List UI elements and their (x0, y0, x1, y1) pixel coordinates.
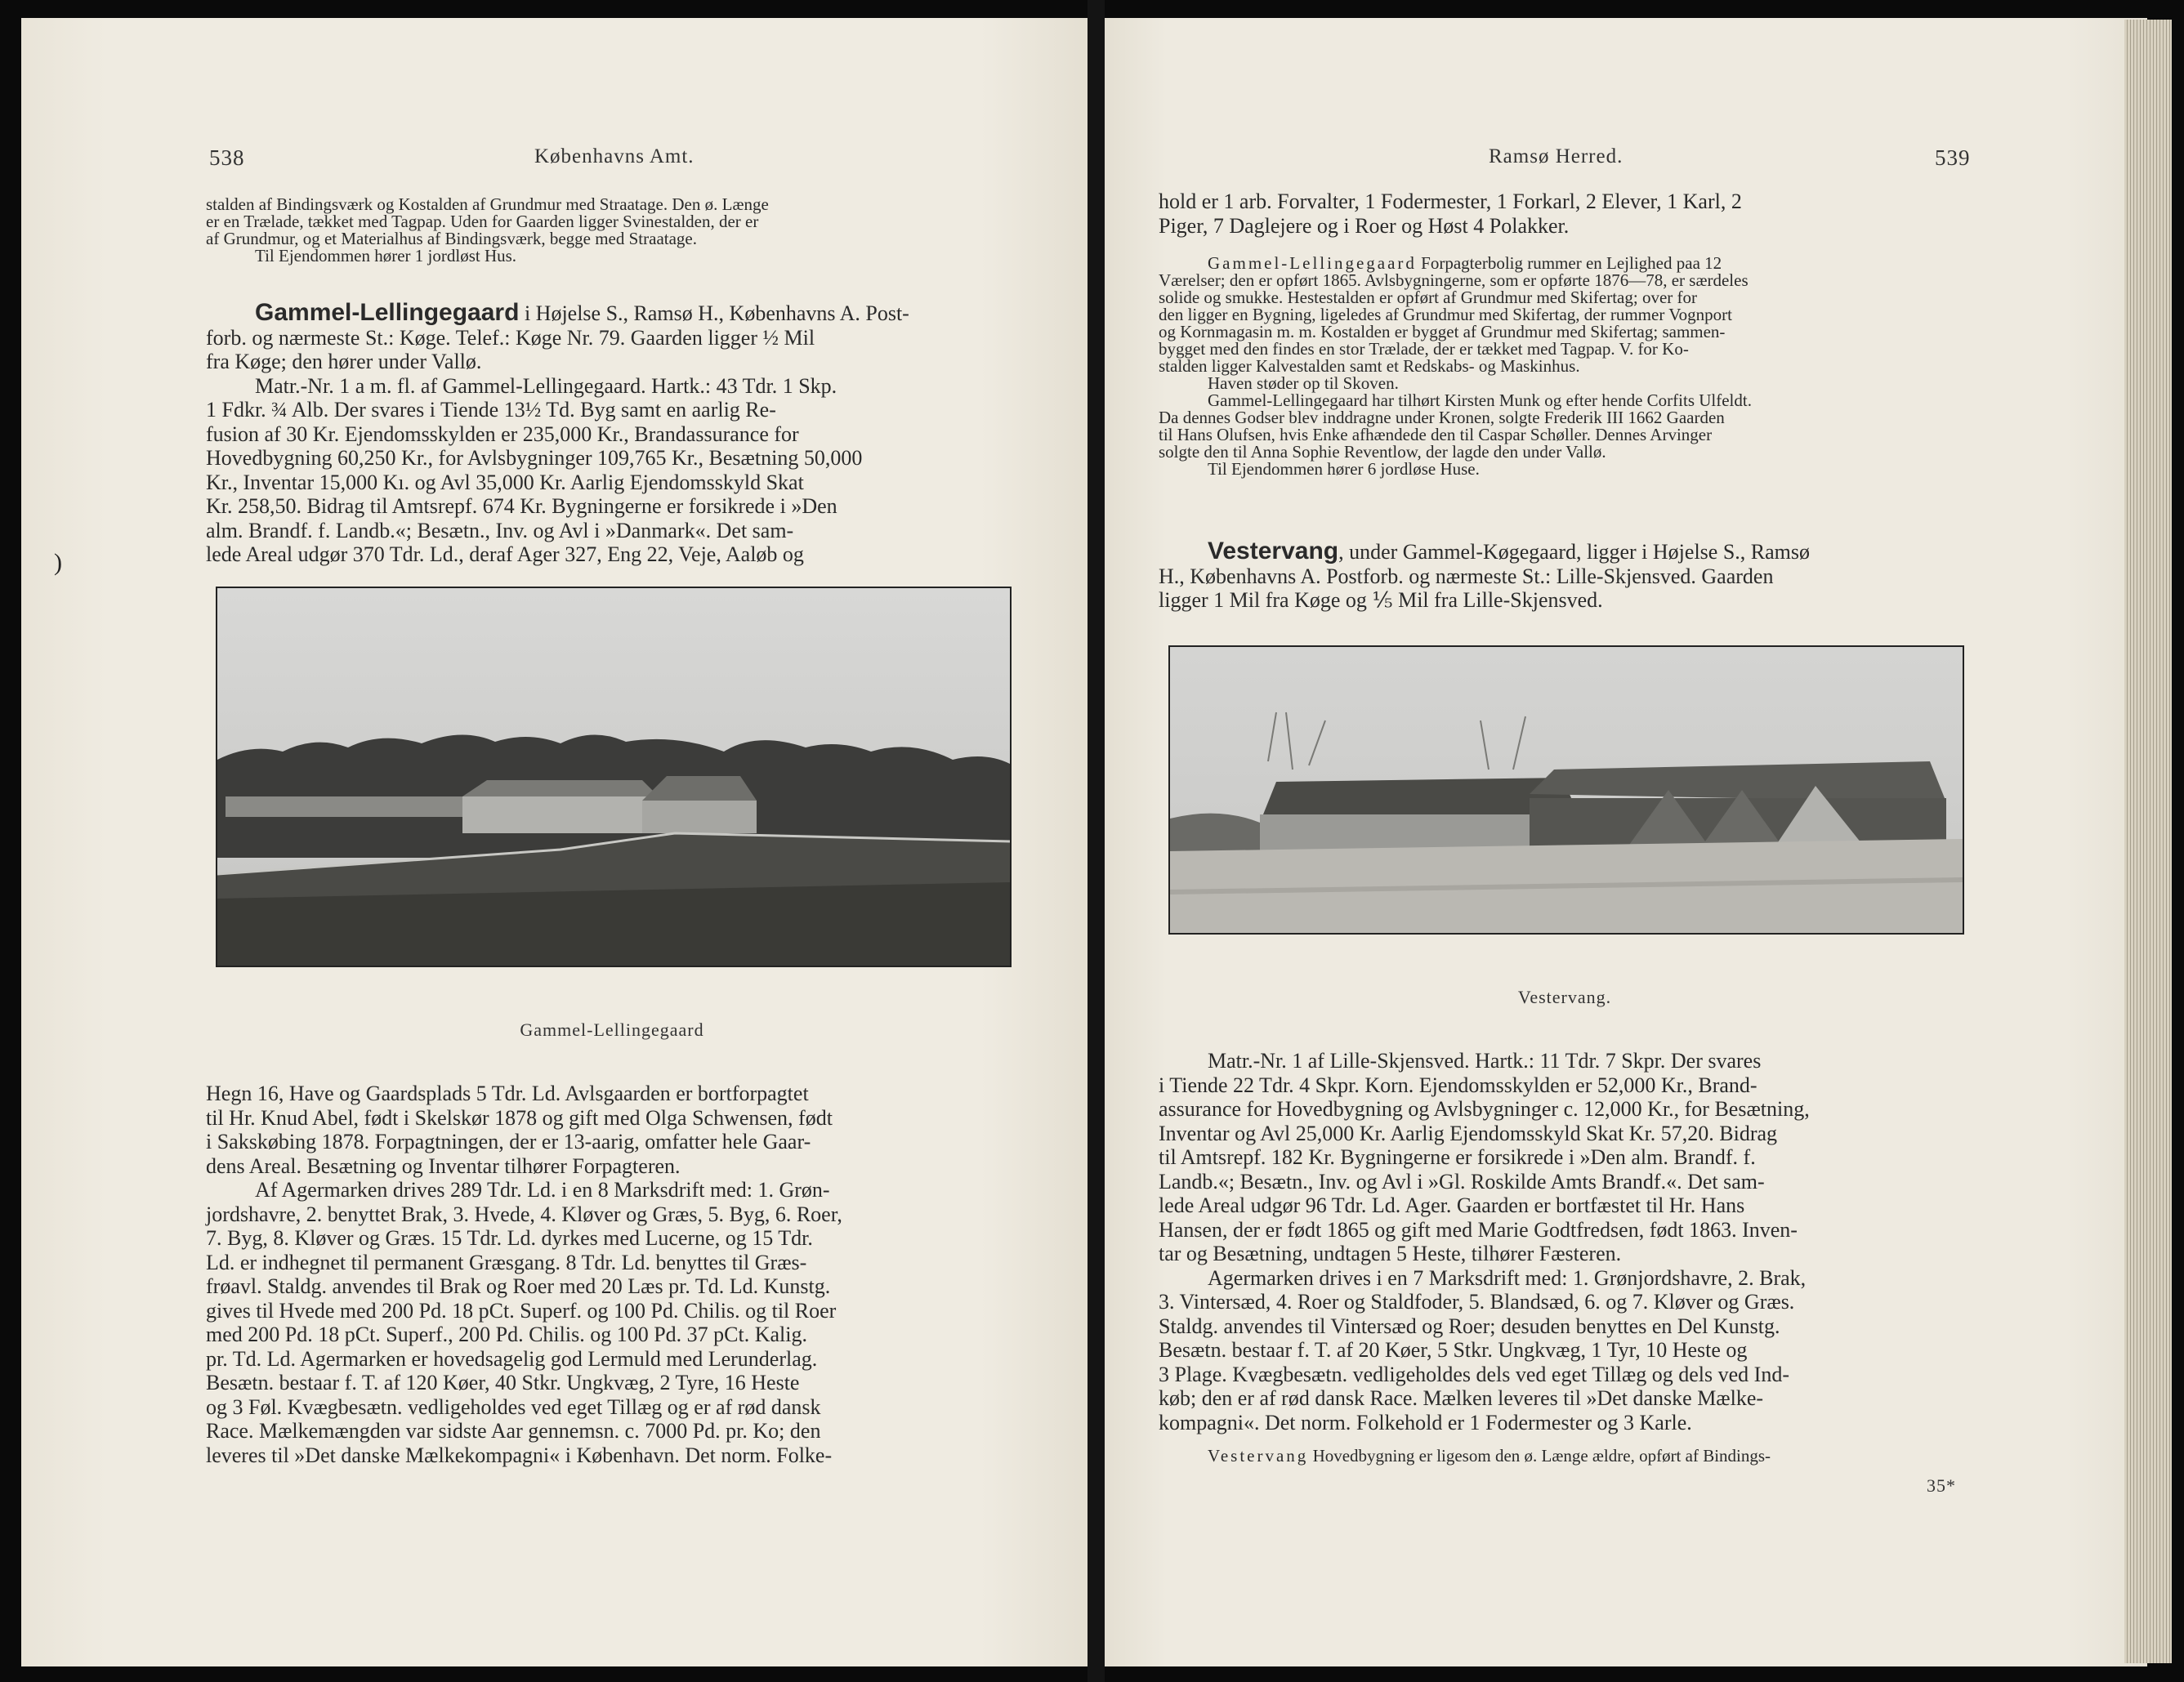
text-line: Til Ejendommen hører 1 jordløst Hus. (255, 246, 517, 265)
text-line: Matr.-Nr. 1 a m. fl. af Gammel-Lellingegaard. Hartk.: 43 Tdr. 1 Skp. (255, 373, 837, 398)
left-page-number: 538 (209, 145, 245, 170)
text-line: tar og Besætning, undtagen 5 Heste, tilhører Fæsteren. (1159, 1242, 1622, 1265)
text-line: Værelser; den er opført 1865. Avlsbygningerne, som er opførte 1876—78, er særdeles (1159, 270, 1749, 290)
text-line: 3 Plage. Kvægbesætn. vedligeholdes dels ved eget Tillæg og dels ved Ind- (1159, 1362, 1789, 1386)
text-line: jordshavre, 2. benyttet Brak, 3. Hvede, 4. Kløver og Græs, 5. Byg, 6. Roer, (206, 1202, 842, 1226)
book-spine (1088, 0, 1105, 1682)
farm-photo-gammel-lellingegaard (216, 587, 1012, 967)
text-line: er en Trælade, tækket med Tagpap. Uden for Gaarden ligger Svinestalden, der er (206, 212, 759, 231)
text-line: i Sakskøbing 1878. Forpagtningen, der er 13-aarig, omfatter hele Gaar- (206, 1130, 811, 1153)
text-line: solide og smukke. Hestestalden er opført af Grundmur med Skifertag; over for (1159, 288, 1697, 307)
text-lead: Gammel-Lellingegaard (1208, 253, 1417, 273)
left-page (21, 18, 1088, 1666)
right-running-head: Ramsø Herred. (1489, 145, 1623, 167)
text-line: og 3 Føl. Kvægbesætn. vedligeholdes ved eget Tillæg og er af rød dansk (206, 1394, 821, 1419)
text-line: 7. Byg, 8. Kløver og Græs. 15 Tdr. Ld. dyrkes med Lucerne, og 15 Tdr. (206, 1226, 813, 1250)
text-line: 1 Fdkr. ¾ Alb. Der svares i Tiende 13½ Td. Byg samt en aarlig Re- (206, 398, 776, 422)
right-page (1105, 18, 2147, 1666)
left-intro (206, 196, 1039, 265)
text-line: Ld. er indhegnet til permanent Græsgang. 8 Tdr. Ld. benyttes til Græs- (206, 1250, 807, 1274)
text-line: Af Agermarken drives 289 Tdr. Ld. i en 8 Marksdrift med: 1. Grøn- (255, 1178, 830, 1202)
text-line: fusion af 30 Kr. Ejendomsskylden er 235,000 Kr., Brandassurance for (206, 422, 799, 446)
text-line: leveres til »Det danske Mælkekompagni« i København. Det norm. Folke- (206, 1443, 833, 1467)
text-line: Agermarken drives i en 7 Marksdrift med: 1. Grønjordshavre, 2. Brak, (1208, 1265, 1807, 1290)
text-line: , under Gammel-Køgegaard, ligger i Højelse S., Ramsø (1338, 540, 1811, 564)
page-edges (2124, 20, 2172, 1663)
right-continuation (1159, 1049, 1976, 1434)
text-line: frøavl. Staldg. anvendes til Brak og Roer med 20 Læs pr. Td. Ld. Kunstg. (206, 1274, 831, 1298)
entry-heading: Gammel-Lellingegaard (255, 299, 520, 326)
text-line: Forpagterbolig rummer en Lejlighed paa 12 (1421, 253, 1722, 273)
text-line: 3. Vintersæd, 4. Roer og Staldfoder, 5. Blandsæd, 6. og 7. Kløver og Græs. (1159, 1290, 1795, 1314)
text-line: Staldg. anvendes til Vintersæd og Roer; desuden benyttes en Del Kunstg. (1159, 1314, 1780, 1338)
margin-mark: ) (54, 549, 62, 576)
text-line: pr. Td. Ld. Agermarken er hovedsagelig god Lermuld med Lerunderlag. (206, 1346, 818, 1371)
text-line: Kr. 258,50. Bidrag til Amtsrepf. 674 Kr. Bygningerne er forsikrede i »Den (206, 494, 837, 518)
right-small-final (1159, 1448, 1976, 1465)
text-line: Da dennes Godser blev inddragne under Kronen, solgte Frederik III 1662 Gaarden (1159, 408, 1725, 427)
right-small-print (1159, 255, 1976, 478)
text-line: af Grundmur, og et Materialhus af Bindingsværk, begge med Straatage. (206, 229, 698, 248)
text-line: assurance for Hovedbygning og Avlsbygninger c. 12,000 Kr., for Besætning, (1159, 1097, 1810, 1121)
text-line: til Hans Olufsen, hvis Enke afhændede den til Caspar Schøller. Dennes Arvinger (1159, 425, 1713, 444)
right-page-number: 539 (1935, 145, 1971, 170)
entry-heading: Vestervang (1208, 538, 1339, 564)
text-line: forb. og nærmeste St.: Køge. Telef.: Køge Nr. 79. Gaarden ligger ½ Mil (206, 325, 815, 350)
text-line: stalden af Bindingsværk og Kostalden af Grundmur med Straatage. Den ø. Længe (206, 194, 769, 214)
text-line: Til Ejendommen hører 6 jordløse Huse. (1208, 459, 1480, 479)
left-entry (206, 301, 1041, 567)
left-continuation (206, 1082, 1041, 1467)
photo-caption: Gammel-Lellingegaard (520, 1019, 704, 1040)
text-line: Inventar og Avl 25,000 Kr. Aarlig Ejendomsskyld Skat Kr. 57,20. Bidrag (1159, 1121, 1778, 1145)
text-line: og Kornmagasin m. m. Kostalden er bygget af Grundmur med Skifertag; sammen- (1159, 322, 1726, 341)
text-line: solgte den til Anna Sophie Reventlow, der lagde den under Vallø. (1159, 442, 1606, 462)
text-line: Matr.-Nr. 1 af Lille-Skjensved. Hartk.: 11 Tdr. 7 Skpr. Der svares (1208, 1049, 1762, 1073)
text-line: stalden ligger Kalvestalden samt et Redskabs- og Maskinhus. (1159, 356, 1580, 376)
text-line: lede Areal udgør 370 Tdr. Ld., deraf Ager 327, Eng 22, Veje, Aaløb og (206, 542, 804, 566)
text-line: kompagni«. Det norm. Folkehold er 1 Fodermester og 3 Karle. (1159, 1410, 1692, 1434)
text-line: i Tiende 22 Tdr. 4 Skpr. Korn. Ejendomsskylden er 52,000 Kr., Brand- (1159, 1073, 1757, 1097)
text-line: med 200 Pd. 18 pCt. Superf., 200 Pd. Chilis. og 100 Pd. 37 pCt. Kalig. (206, 1323, 807, 1346)
left-running-head: Københavns Amt. (534, 145, 695, 167)
text-line: Gammel-Lellingegaard har tilhørt Kirsten Munk og efter hende Corfits Ulfeldt. (1208, 390, 1752, 410)
text-line: Hovedbygning er ligesom den ø. Længe ældre, opført af Bindings- (1312, 1446, 1771, 1466)
right-top-paragraph (1159, 190, 1976, 238)
signature-mark: 35* (1927, 1475, 1956, 1496)
right-entry (1159, 539, 1976, 613)
text-line: køb; den er af rød dansk Race. Mælken leveres til »Det danske Mælke- (1159, 1386, 1764, 1410)
text-line: til Hr. Knud Abel, født i Skelskør 1878 og gift med Olga Schwensen, født (206, 1105, 833, 1130)
text-line: Haven støder op til Skoven. (1208, 373, 1399, 393)
text-line: hold er 1 arb. Forvalter, 1 Fodermester, 1 Forkarl, 2 Elever, 1 Karl, 2 (1159, 190, 1742, 213)
text-line: Hegn 16, Have og Gaardsplads 5 Tdr. Ld. Avlsgaarden er bortforpagtet (206, 1082, 809, 1105)
text-line: til Amtsrepf. 182 Kr. Bygningerne er forsikrede i »Den alm. Brandf. f. (1159, 1145, 1756, 1169)
text-line: Hansen, der er født 1865 og gift med Marie Godtfredsen, født 1863. Inven- (1159, 1217, 1798, 1242)
text-line: Race. Mælkemængden var sidste Aar gennemsn. c. 7000 Pd. pr. Ko; den (206, 1419, 821, 1443)
photo-caption: Vestervang. (1517, 987, 1612, 1007)
text-line: Hovedbygning 60,250 Kr., for Avlsbygninger 109,765 Kr., Besætning 50,000 (206, 446, 863, 470)
text-line: Landb.«; Besætn., Inv. og Avl i »Gl. Roskilde Amts Brandf.«. Det sam- (1159, 1169, 1765, 1193)
text-line: Besætn. bestaar f. T. af 120 Køer, 40 Stkr. Ungkvæg, 2 Tyre, 16 Heste (206, 1371, 800, 1394)
text-line: dens Areal. Besætning og Inventar tilhører Forpagteren. (206, 1153, 681, 1178)
text-line: den ligger en Bygning, ligeledes af Grundmur med Skifertag, der rummer Vognport (1159, 305, 1732, 324)
text-line: gives til Hvede med 200 Pd. 18 pCt. Superf. og 100 Pd. Chilis. og til Roer (206, 1298, 837, 1323)
text-line: alm. Brandf. f. Landb.«; Besætn., Inv. og Avl i »Danmark«. Det sam- (206, 518, 794, 542)
text-line: H., Københavns A. Postforb. og nærmeste St.: Lille-Skjensved. Gaarden (1159, 564, 1774, 588)
text-line: Besætn. bestaar f. T. af 20 Køer, 5 Stkr. Ungkvæg, 1 Tyr, 10 Heste og (1159, 1338, 1748, 1362)
farm-photo-vestervang (1168, 645, 1964, 935)
text-line: Kr., Inventar 15,000 Kı. og Avl 35,000 Kr. Aarlig Ejendomsskyld Skat (206, 470, 804, 494)
text-line: fra Køge; den hører under Vallø. (206, 350, 482, 373)
text-lead: Vestervang (1208, 1446, 1309, 1466)
text-line: i Højelse S., Ramsø H., Københavns A. Post- (524, 301, 909, 325)
text-line: ligger 1 Mil fra Køge og ⅕ Mil fra Lille-Skjensved. (1159, 588, 1603, 612)
text-line: Piger, 7 Daglejere og i Roer og Høst 4 Polakker. (1159, 213, 1570, 238)
text-line: bygget med den findes en stor Trælade, der er tækket med Tagpap. V. for Ko- (1159, 339, 1689, 359)
text-line: lede Areal udgør 96 Tdr. Ld. Ager. Gaarden er bortfæstet til Hr. Hans (1159, 1193, 1745, 1217)
